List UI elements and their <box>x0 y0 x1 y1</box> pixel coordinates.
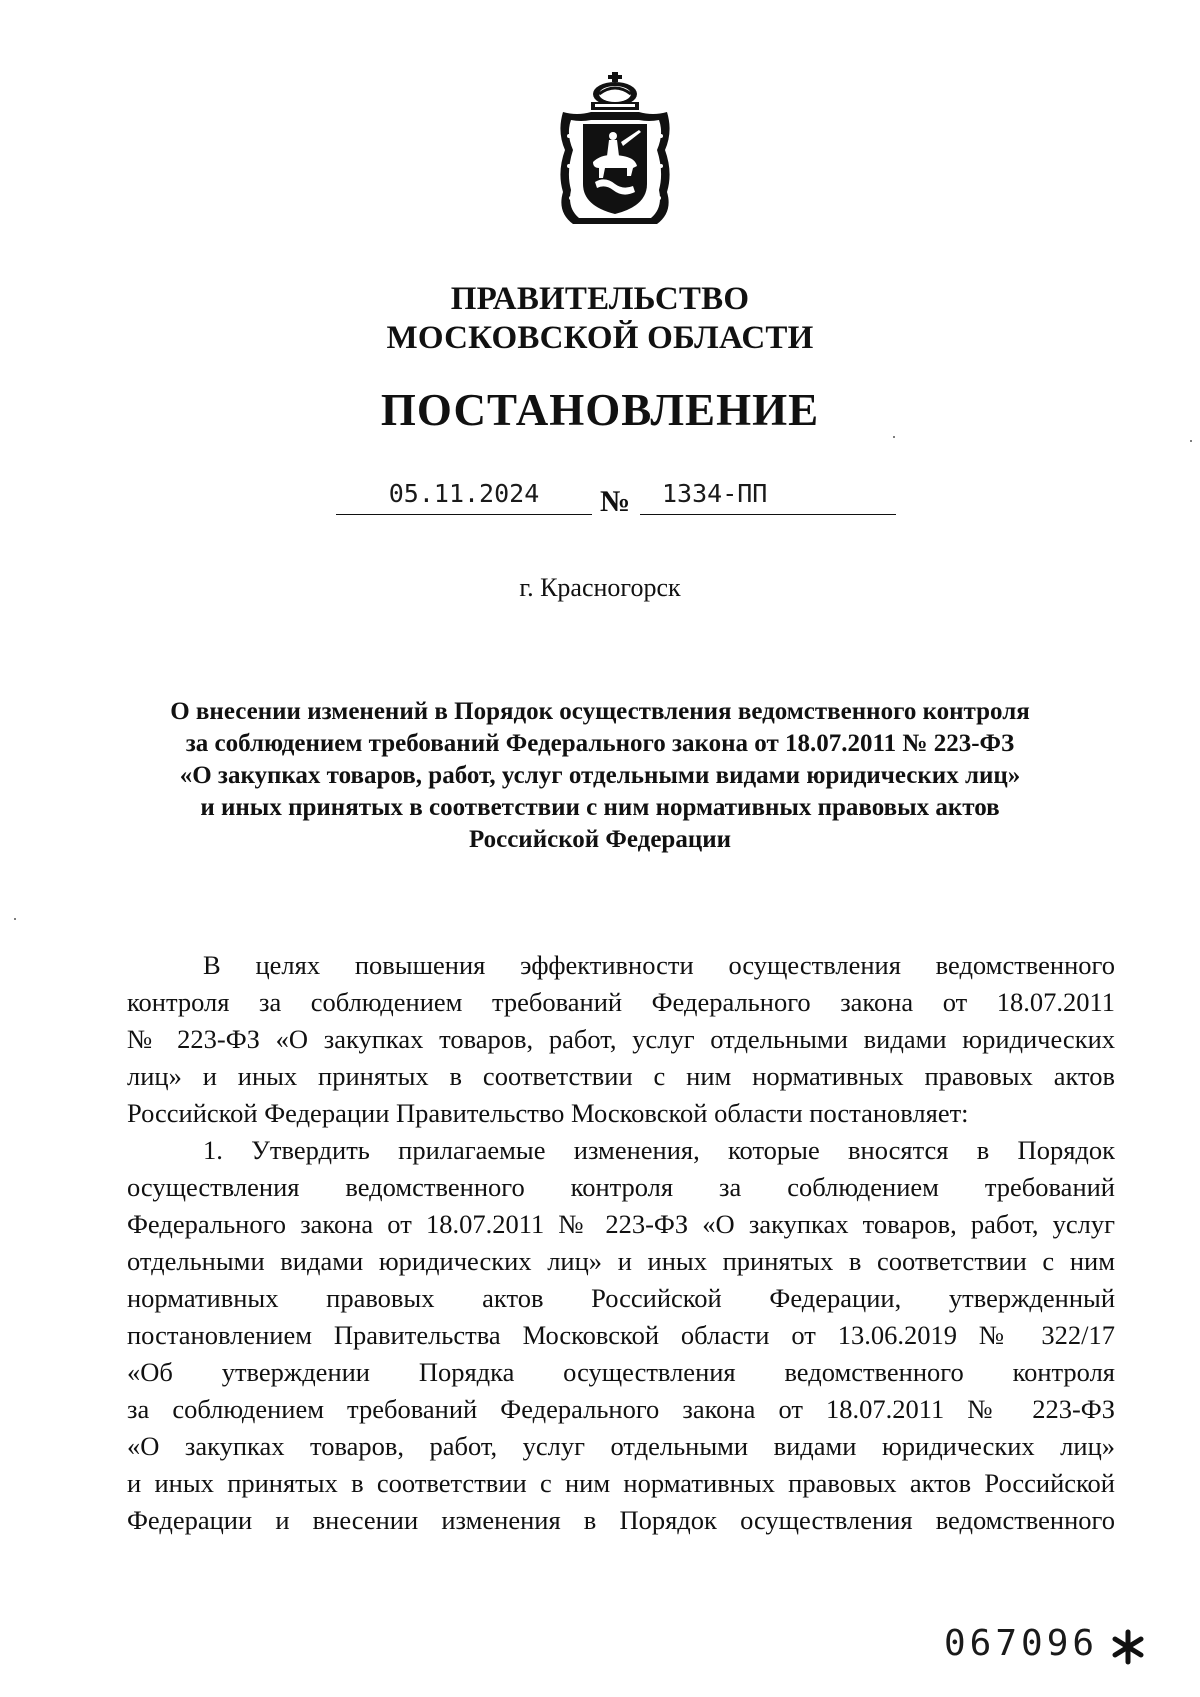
scan-speck <box>14 918 16 920</box>
document-body <box>127 947 1115 1539</box>
body-line: осуществления ведомственного контроля за соблюдением требований <box>127 1172 1115 1202</box>
city-line: г. Красногорск <box>519 573 681 602</box>
serial-number: 067096 <box>944 1623 1099 1664</box>
body-line: «О закупках товаров, работ, услуг отдельными видами юридических лиц» <box>127 1431 1115 1461</box>
body-line: контроля за соблюдением требований Федерального закона от 18.07.2011 <box>127 987 1115 1017</box>
number-field <box>640 474 896 515</box>
body-line: Российской Федерации Правительство Московской области постановляет: <box>127 1098 969 1128</box>
subject-line: за соблюдением требований Федерального закона от 18.07.2011 № 223-ФЗ <box>185 730 1015 757</box>
body-line: № 223-ФЗ «О закупках товаров, работ, услуг отдельными видами юридических <box>127 1024 1115 1054</box>
org-name-line2: МОСКОВСКОЙ ОБЛАСТИ <box>386 320 814 356</box>
asterisk-icon <box>1110 1629 1146 1665</box>
body-line: за соблюдением требований Федерального закона от 18.07.2011 № 223-ФЗ <box>127 1394 1115 1424</box>
body-line: «Об утверждении Порядка осуществления ведомственного контроля <box>127 1357 1115 1387</box>
org-name-line1: ПРАВИТЕЛЬСТВО <box>450 281 750 317</box>
body-line: и иных принятых в соответствии с ним нормативных правовых актов Российской <box>127 1468 1115 1498</box>
number-sign: № <box>600 485 631 518</box>
body-line: В целях повышения эффективности осуществления ведомственного <box>203 950 1115 980</box>
coat-of-arms-emblem <box>553 72 677 232</box>
body-line: лиц» и иных принятых в соответствии с ним нормативных правовых актов <box>127 1061 1115 1091</box>
body-line: Федерального закона от 18.07.2011 № 223-ФЗ «О закупках товаров, работ, услуг <box>127 1209 1115 1239</box>
body-line: постановлением Правительства Московской области от 13.06.2019 № 322/17 <box>127 1320 1115 1350</box>
document-number: 1334-ПП <box>662 479 768 508</box>
body-line: нормативных правовых актов Российской Федерации, утвержденный <box>127 1283 1115 1313</box>
subject-line: «О закупках товаров, работ, услуг отдельными видами юридических лиц» <box>179 762 1021 789</box>
document-type-title: ПОСТАНОВЛЕНИЕ <box>380 385 820 435</box>
subject-line: и иных принятых в соответствии с ним нормативных правовых актов <box>200 794 1000 821</box>
document-date: 05.11.2024 <box>388 479 540 508</box>
body-line: Федерации и внесении изменения в Порядок осуществления ведомственного <box>127 1505 1115 1535</box>
subject-line: О внесении изменений в Порядок осуществления ведомственного контроля <box>170 698 1030 725</box>
document-subject <box>120 696 1080 856</box>
body-line: отдельными видами юридических лиц» и иных принятых в соответствии с ним <box>127 1246 1115 1276</box>
scan-speck <box>893 436 895 438</box>
crown-icon <box>591 72 639 110</box>
scan-speck <box>1190 440 1192 442</box>
subject-line: Российской Федерации <box>468 826 732 853</box>
body-line: 1. Утвердить прилагаемые изменения, которые вносятся в Порядок <box>203 1135 1115 1165</box>
date-field <box>336 474 592 515</box>
